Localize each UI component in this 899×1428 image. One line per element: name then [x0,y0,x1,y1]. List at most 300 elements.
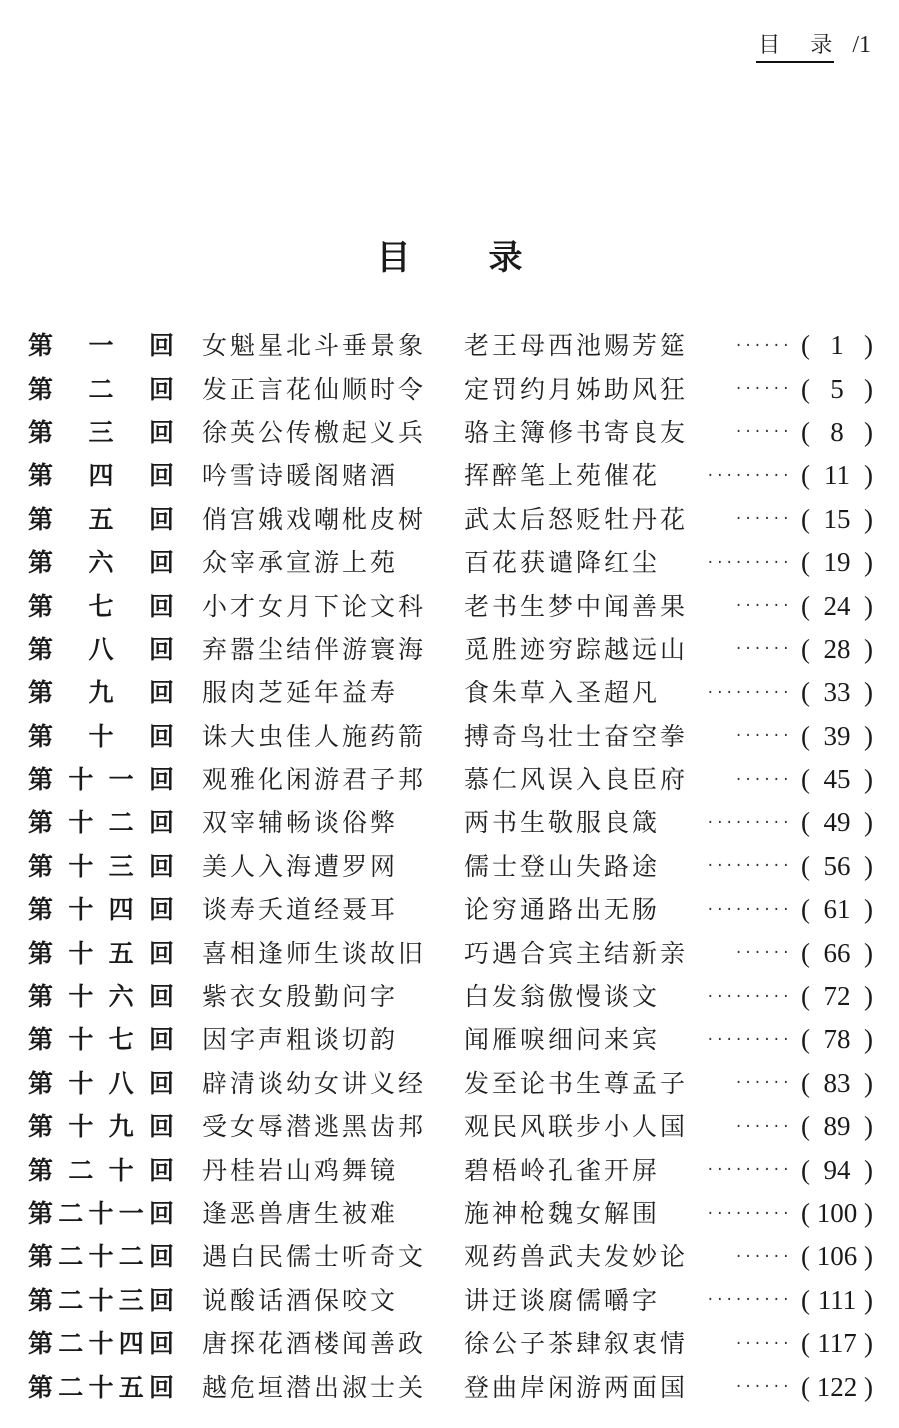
chapter-label-char: 十 [68,808,94,838]
chapter-label-char: 第 [28,1199,54,1228]
toc-entry[interactable] [28,1279,873,1322]
chapter-title-line2: 老王母西池赐芳筵 [464,331,689,361]
open-paren: ( [801,677,810,708]
close-paren: ) [864,1024,873,1055]
chapter-label-char: 回 [148,1242,174,1272]
toc-entry[interactable] [28,498,873,541]
chapter-label-char: 回 [148,417,174,447]
chapter-label-char: 一 [88,331,114,361]
close-paren: ) [864,720,873,751]
page-number-ref: 89 [823,1111,851,1142]
chapter-label-char: 十 [88,1329,114,1359]
page-title-char: 录 [488,238,523,278]
page-number-ref: 39 [823,720,851,751]
chapter-label-char: 回 [148,331,174,361]
chapter-label-char: 六 [88,548,114,578]
chapter-title-line1: 谈寿夭道经聂耳 [202,895,399,925]
page-number-ref: 106 [816,1241,858,1272]
dot-leader: ······ [734,511,791,528]
dot-leader: ········· [706,684,791,701]
dot-leader: ······ [734,598,791,615]
dot-leader: ········· [706,1292,791,1309]
chapter-label-char: 回 [148,591,174,621]
dot-leader: ········· [706,814,791,831]
chapter-title-line1: 说酸话酒保咬文 [202,1285,399,1315]
dot-leader: ······ [734,1075,791,1092]
page-reference[interactable] [801,896,873,923]
header-title-char: 目 [758,33,811,58]
chapter-label [28,1201,174,1226]
chapter-label-char: 第 [28,1112,54,1142]
chapter-label-char: 八 [88,634,114,664]
toc-entry[interactable] [28,1148,873,1191]
chapter-label-char: 二 [108,808,134,838]
chapter-title-line1: 徐英公传檄起义兵 [202,417,427,447]
chapter-label-char: 第 [28,461,54,491]
chapter-label [28,1112,174,1142]
chapter-label-char: 回 [148,982,174,1012]
chapter-label-char: 第 [28,331,54,361]
chapter-label-char: 十 [68,1025,94,1055]
page-reference[interactable] [801,373,873,404]
close-paren: ) [864,1198,873,1228]
page-reference[interactable] [801,462,873,489]
page-number-ref: 94 [823,1154,851,1185]
chapter-label-char: 回 [148,1372,174,1402]
page-reference[interactable] [801,416,873,447]
header-title-char: 录 [810,33,833,58]
chapter-title-line1: 双宰辅畅谈俗弊 [202,808,399,838]
chapter-label-char: 第 [28,1329,54,1359]
page-reference[interactable] [801,809,873,836]
page-reference[interactable] [801,1243,873,1270]
chapter-title-line1: 弃嚣尘结伴游寰海 [202,634,427,664]
toc-entry[interactable] [28,931,873,974]
chapter-label [28,1242,174,1272]
chapter-title-line1: 服肉芝延年益寿 [202,678,399,708]
chapter-title-line1: 受女辱潜逃黑齿邦 [202,1112,427,1142]
chapter-label-char: 二 [58,1285,84,1315]
close-paren: ) [864,850,873,881]
chapter-title-line1: 吟雪诗暖阁赌酒 [202,461,399,491]
chapter-label-char: 第 [28,1285,54,1315]
chapter-label [28,591,174,621]
chapter-label-char: 第 [28,1068,54,1098]
chapter-title-line1: 逢恶兽唐生被难 [202,1199,399,1228]
chapter-label-char: 二 [58,1242,84,1272]
dot-leader: ······ [734,337,791,354]
dot-leader: ········· [706,1205,791,1222]
chapter-label-char: 第 [28,591,54,621]
page-number: /1 [852,32,871,58]
open-paren: ( [801,1198,810,1228]
open-paren: ( [801,547,810,578]
chapter-label-char: 第 [28,417,54,447]
dot-leader: ········· [706,1162,791,1179]
page-number-ref: 19 [823,547,851,578]
close-paren: ) [864,633,873,664]
page-reference[interactable] [801,1371,873,1402]
page-reference[interactable] [801,332,873,359]
chapter-label-char: 二 [58,1372,84,1402]
close-paren: ) [864,1371,873,1402]
close-paren: ) [864,1328,873,1359]
close-paren: ) [864,590,873,621]
page-reference[interactable] [801,1026,873,1053]
chapter-label-char: 二 [118,1242,144,1272]
chapter-label-char: 十 [68,851,94,881]
chapter-label [28,417,174,447]
chapter-label-char: 回 [148,895,174,925]
close-paren: ) [864,1284,873,1315]
close-paren: ) [864,416,873,447]
chapter-title-line2: 讲迂谈腐儒嚼字 [464,1285,661,1315]
chapter-label [28,938,174,968]
page-reference[interactable] [801,937,873,968]
open-paren: ( [801,1111,810,1142]
dot-leader: ······ [734,381,791,398]
dot-leader: ······ [734,1335,791,1352]
page-number-ref: 33 [823,677,851,708]
page-number-ref: 8 [830,416,844,447]
open-paren: ( [801,894,810,925]
close-paren: ) [864,1154,873,1185]
chapter-label-char: 第 [28,721,54,751]
chapter-label-char: 第 [28,1155,54,1185]
chapter-label-char: 回 [148,1025,174,1055]
chapter-title-line2: 两书生敬服良箴 [464,808,661,838]
toc-entry[interactable] [28,888,873,931]
chapter-label-char: 十 [68,938,94,968]
chapter-title-line1: 发正言花仙顺时令 [202,374,427,404]
chapter-label-char: 回 [148,1112,174,1142]
page-reference[interactable] [801,503,873,534]
toc-entry[interactable] [28,367,873,410]
chapter-label-char: 第 [28,548,54,578]
toc-entry[interactable] [28,1322,873,1365]
page-number-ref: 5 [830,373,844,404]
page-reference[interactable] [801,1154,873,1185]
chapter-label-char: 九 [88,678,114,708]
chapter-label-char: 十 [88,1242,114,1272]
page-number-ref: 100 [816,1198,858,1228]
open-paren: ( [801,373,810,404]
chapter-label-char: 十 [68,982,94,1012]
chapter-label-char: 第 [28,374,54,404]
chapter-title-line2: 施神枪魏女解围 [464,1199,661,1228]
chapter-label-char: 三 [108,851,134,881]
chapter-title-line2: 儒士登山失路途 [464,851,661,881]
open-paren: ( [801,850,810,881]
dot-leader: ······ [734,1379,791,1396]
page-reference[interactable] [801,679,873,706]
chapter-label-char: 十 [108,1155,134,1185]
toc-entry[interactable] [28,628,873,671]
toc-entry[interactable] [28,801,873,844]
page-reference[interactable] [801,1200,873,1227]
chapter-title-line2: 白发翁傲慢谈文 [464,982,661,1012]
chapter-title-line2: 骆主簿修书寄良友 [464,417,689,447]
chapter-title-line1: 因字声粗谈切韵 [202,1025,399,1055]
chapter-title-line1: 喜相逢师生谈故旧 [202,938,427,968]
chapter-title-line1: 丹桂岩山鸡舞镜 [202,1155,399,1185]
page-number-ref: 78 [823,1024,851,1055]
open-paren: ( [801,416,810,447]
close-paren: ) [864,894,873,925]
page-reference[interactable] [801,1330,873,1357]
chapter-label-char: 回 [148,374,174,404]
close-paren: ) [864,373,873,404]
running-header-title [756,28,834,63]
chapter-label-char: 第 [28,982,54,1012]
open-paren: ( [801,720,810,751]
close-paren: ) [864,503,873,534]
chapter-label-char: 十 [88,721,114,751]
page-reference[interactable] [801,1067,873,1098]
chapter-title-line2: 搏奇鸟壮士奋空拳 [464,721,689,751]
toc-entry[interactable] [28,411,873,454]
chapter-title-line1: 辟清谈幼女讲义经 [202,1068,427,1098]
page-number-ref: 11 [824,460,850,491]
page-reference[interactable] [801,633,873,664]
toc-entry[interactable] [28,1365,873,1408]
toc-entry[interactable] [28,671,873,714]
page-number-ref: 45 [823,764,851,795]
toc-entry[interactable] [28,324,873,367]
chapter-title-line1: 小才女月下论文科 [202,591,427,621]
chapter-title-line2: 百花获谴降红尘 [464,548,661,578]
close-paren: ) [864,460,873,491]
chapter-label [28,1155,174,1185]
dot-leader: ········· [706,467,791,484]
dot-leader: ········· [706,901,791,918]
chapter-title-line1: 紫衣女殷勤问字 [202,982,399,1012]
chapter-label-char: 回 [148,1155,174,1185]
chapter-label [28,1329,174,1359]
chapter-label-char: 回 [148,1068,174,1098]
toc-entry[interactable] [28,1105,873,1148]
page-reference[interactable] [801,850,873,881]
chapter-label-char: 第 [28,765,54,795]
chapter-label-char: 二 [88,374,114,404]
chapter-label-char: 四 [118,1329,144,1359]
page-number-ref: 24 [823,590,851,621]
toc-entry[interactable] [28,975,873,1018]
chapter-label [28,808,174,838]
chapter-label-char: 十 [68,895,94,925]
dot-leader: ········· [706,1031,791,1048]
dot-leader: ········· [706,554,791,571]
page-number-ref: 83 [823,1067,851,1098]
chapter-title-line1: 观雅化闲游君子邦 [202,765,427,795]
chapter-title-line1: 遇白民儒士听奇文 [202,1242,427,1272]
chapter-title-line2: 论穷通路出无肠 [464,895,661,925]
chapter-title-line2: 闻雁唳细问来宾 [464,1025,661,1055]
chapter-label-char: 回 [148,808,174,838]
dot-leader: ········· [706,988,791,1005]
chapter-label-char: 三 [118,1285,144,1315]
open-paren: ( [801,1371,810,1402]
toc-entry[interactable] [28,1062,873,1105]
close-paren: ) [864,1111,873,1142]
open-paren: ( [801,1154,810,1185]
toc-entry[interactable] [28,584,873,627]
chapter-label-char: 第 [28,851,54,881]
close-paren: ) [864,547,873,578]
page-title [0,230,899,279]
dot-leader: ······ [734,1248,791,1265]
chapter-label-char: 回 [148,851,174,881]
chapter-label-char: 回 [148,504,174,534]
chapter-label-char: 十 [68,765,94,795]
chapter-label-char: 三 [88,417,114,447]
chapter-title-line1: 美人入海遭罗网 [202,851,399,881]
dot-leader: ······ [734,771,791,788]
open-paren: ( [801,764,810,795]
dot-leader: ······ [734,945,791,962]
chapter-label-char: 四 [108,895,134,925]
chapter-title-line1: 唐探花酒楼闻善政 [202,1329,427,1359]
chapter-title-line2: 观民风联步小人国 [464,1112,689,1142]
chapter-label-char: 二 [58,1329,84,1359]
toc-entry[interactable] [28,715,873,758]
chapter-label [28,1372,174,1402]
dot-leader: ······ [734,728,791,745]
page-reference[interactable] [801,549,873,576]
page-reference[interactable] [801,1113,873,1140]
chapter-label-char: 回 [148,1329,174,1359]
open-paren: ( [801,1328,810,1359]
close-paren: ) [864,1067,873,1098]
open-paren: ( [801,1024,810,1055]
toc-entry[interactable] [28,541,873,584]
close-paren: ) [864,981,873,1012]
open-paren: ( [801,503,810,534]
page-number-ref: 66 [823,937,851,968]
chapter-label [28,765,174,795]
chapter-label-char: 十 [88,1372,114,1402]
toc-entry[interactable] [28,758,873,801]
chapter-title-line2: 碧梧岭孔雀开屏 [464,1155,661,1185]
chapter-label-char: 十 [68,1112,94,1142]
chapter-title-line1: 众宰承宣游上苑 [202,548,399,578]
dot-leader: ······ [734,424,791,441]
chapter-label-char: 五 [108,938,134,968]
chapter-label-char: 第 [28,938,54,968]
chapter-label-char: 四 [88,461,114,491]
chapter-label [28,982,174,1012]
chapter-label-char: 第 [28,1025,54,1055]
chapter-title-line2: 发至论书生尊孟子 [464,1068,689,1098]
page-title-char: 目 [376,238,411,278]
chapter-label [28,634,174,664]
open-paren: ( [801,460,810,491]
close-paren: ) [864,330,873,361]
close-paren: ) [864,764,873,795]
chapter-label-char: 七 [88,591,114,621]
chapter-label-char: 十 [88,1199,114,1228]
chapter-label [28,895,174,925]
chapter-label-char: 回 [148,938,174,968]
chapter-title-line2: 定罚约月姊助风狂 [464,374,689,404]
close-paren: ) [864,937,873,968]
open-paren: ( [801,807,810,838]
chapter-label-char: 回 [148,765,174,795]
open-paren: ( [801,1067,810,1098]
chapter-label-char: 二 [68,1155,94,1185]
chapter-label-char: 十 [68,1068,94,1098]
chapter-label-char: 回 [148,634,174,664]
chapter-label-char: 二 [58,1199,84,1228]
toc-entry[interactable] [28,845,873,888]
chapter-label [28,851,174,881]
close-paren: ) [864,677,873,708]
page-number-ref: 122 [816,1371,858,1402]
chapter-label-char: 第 [28,504,54,534]
chapter-label-char: 十 [88,1285,114,1315]
chapter-title-line2: 武太后怒贬牡丹花 [464,504,689,534]
page-number-ref: 61 [823,894,851,925]
chapter-label-char: 一 [108,765,134,795]
page-number-ref: 1 [830,330,844,361]
running-header [756,28,871,63]
chapter-label-char: 第 [28,808,54,838]
chapter-label-char: 第 [28,895,54,925]
chapter-title-line1: 女魁星北斗垂景象 [202,331,427,361]
open-paren: ( [801,937,810,968]
chapter-label [28,1285,174,1315]
table-of-contents [28,324,873,1409]
page-reference[interactable] [801,766,873,793]
chapter-title-line1: 越危垣潜出淑士关 [202,1372,427,1402]
chapter-label-char: 五 [118,1372,144,1402]
chapter-label-char: 五 [88,504,114,534]
page-number-ref: 72 [823,981,851,1012]
chapter-label-char: 回 [148,461,174,491]
chapter-label-char: 九 [108,1112,134,1142]
chapter-label-char: 回 [148,1199,174,1228]
chapter-label-char: 第 [28,634,54,664]
page-reference[interactable] [801,720,873,751]
toc-entry[interactable] [28,1018,873,1061]
chapter-title-line2: 挥醉笔上苑催花 [464,461,661,491]
chapter-title-line2: 徐公子茶肆叙衷情 [464,1329,689,1359]
page-number-ref: 49 [823,807,851,838]
close-paren: ) [864,1241,873,1272]
toc-entry[interactable] [28,1235,873,1278]
page-number-ref: 28 [823,633,851,664]
toc-entry[interactable] [28,1192,873,1235]
page-reference[interactable] [801,983,873,1010]
chapter-label [28,461,174,491]
page-reference[interactable] [801,1284,873,1315]
page-number-ref: 15 [823,503,851,534]
chapter-title-line1: 诛大虫佳人施药箭 [202,721,427,751]
open-paren: ( [801,633,810,664]
chapter-label [28,374,174,404]
page-reference[interactable] [801,590,873,621]
chapter-label-char: 第 [28,1372,54,1402]
toc-entry[interactable] [28,454,873,497]
chapter-title-line2: 老书生梦中闻善果 [464,591,689,621]
chapter-label-char: 回 [148,678,174,708]
open-paren: ( [801,1241,810,1272]
page-number-ref: 56 [823,850,851,881]
dot-leader: ······ [734,1118,791,1135]
chapter-title-line2: 观药兽武夫发妙论 [464,1242,689,1272]
chapter-title-line2: 巧遇合宾主结新亲 [464,938,689,968]
chapter-label [28,1068,174,1098]
